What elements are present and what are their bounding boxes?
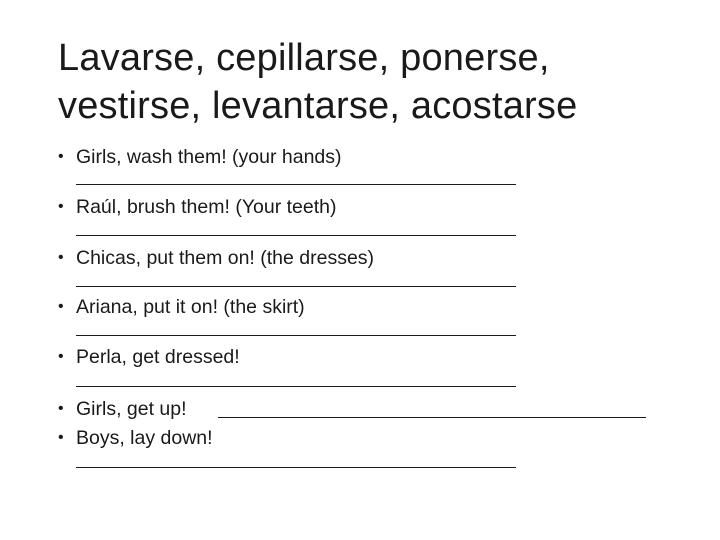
exercise-prompt: Raúl, brush them! (Your teeth): [76, 196, 337, 218]
bullet-icon: •: [58, 400, 64, 417]
exercise-prompt: Girls, get up!: [76, 398, 187, 420]
exercise-prompt: Boys, lay down!: [76, 427, 213, 449]
bullet-icon: •: [58, 249, 64, 266]
bullet-icon: •: [58, 148, 64, 165]
slide-title-line-2: vestirse, levantarse, acostarse: [58, 85, 578, 127]
answer-blank-line[interactable]: [76, 235, 516, 236]
answer-blank-line[interactable]: [76, 184, 516, 185]
exercise-prompt: Chicas, put them on! (the dresses): [76, 247, 375, 269]
bullet-icon: •: [58, 298, 64, 315]
exercise-prompt: Perla, get dressed!: [76, 346, 240, 368]
bullet-icon: •: [58, 429, 64, 446]
answer-blank-line[interactable]: [76, 335, 516, 336]
answer-blank-line[interactable]: [76, 467, 516, 468]
bullet-icon: •: [58, 348, 64, 365]
bullet-icon: •: [58, 198, 64, 215]
answer-blank-line[interactable]: [76, 286, 516, 287]
answer-blank-line[interactable]: [76, 386, 516, 387]
slide-title-line-1: Lavarse, cepillarse, ponerse,: [58, 37, 550, 79]
answer-blank-line[interactable]: [218, 417, 646, 418]
exercise-prompt: Girls, wash them! (your hands): [76, 146, 342, 168]
exercise-prompt: Ariana, put it on! (the skirt): [76, 296, 305, 318]
